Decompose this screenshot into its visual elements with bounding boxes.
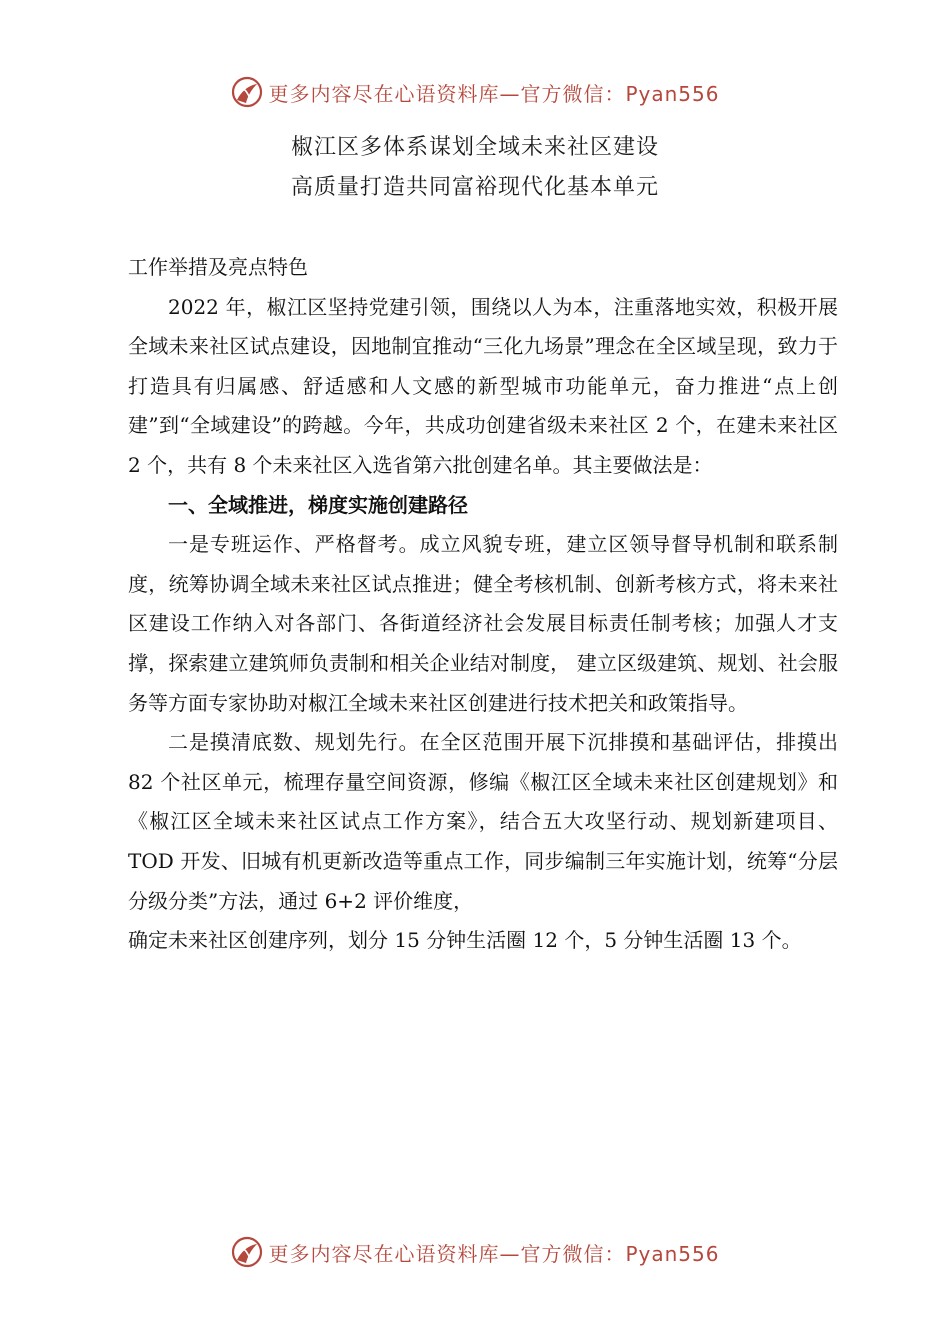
document-title-line-1: 椒江区多体系谋划全域未来社区建设 [290, 135, 659, 160]
paragraph-1: 一是专班运作、严格督考。成立风貌专班，建立区领导督导机制和联系制度，统筹协调全域未来社区试点推进；健全考核机制、创新考核方式，将未来社区建设工作纳入对各部门、各街道经济社会发展目标责任制考核；加强人才支撑，探索建立建筑师负责制和相关企业结对制度， 建立区级建筑、规划、社会服务等方面专家协助对椒江全域未来社区创建进行技术把关和政策指导。 [128, 532, 838, 715]
document-body [128, 248, 838, 961]
footer-banner-text: 更多内容尽在心语资料库—官方微信：Pyan556 [268, 1241, 720, 1266]
document-title-line-2: 高质量打造共同富裕现代化基本单元 [290, 175, 659, 200]
ribbon-logo-icon [230, 75, 264, 109]
header-banner [0, 72, 950, 112]
footer-banner [0, 1232, 950, 1272]
paragraph-2-continued: 确定未来社区创建序列，划分 15 分钟生活圈 12 个，5 分钟生活圈 13 个。 [128, 928, 802, 953]
section-label: 工作举措及亮点特色 [128, 255, 308, 279]
ribbon-logo-icon [230, 1235, 264, 1269]
intro-paragraph: 2022 年，椒江区坚持党建引领，围绕以人为本，注重落地实效，积极开展全域未来社区试点建设，因地制宜推动“三化九场景”理念在全区域呈现，致力于打造具有归属感、舒适感和人文感的新型城市功能单元，奋力推进“点上创建”到“全域建设”的跨越。今年，共成功创建省级未来社区 2 个，在建未来社区 2 个，共有 8 个未来社区入选省第六批创建名单。其主要做法是： [128, 294, 838, 477]
paragraph-2: 二是摸清底数、规划先行。在全区范围开展下沉排摸和基础评估，排摸出 82 个社区单元，梳理存量空间资源，修编《椒江区全域未来社区创建规划》和《椒江区全域未来社区试点工作方案》，结合五大攻坚行动、规划新建项目、TOD 开发、旧城有机更新改造等重点工作，同步编制三年实施计划，统筹“分层分级分类”方法，通过 6+2 评价维度， [128, 730, 838, 913]
header-banner-text: 更多内容尽在心语资料库—官方微信：Pyan556 [268, 81, 720, 106]
section-heading-1: 一、全域推进，梯度实施创建路径 [168, 492, 468, 517]
